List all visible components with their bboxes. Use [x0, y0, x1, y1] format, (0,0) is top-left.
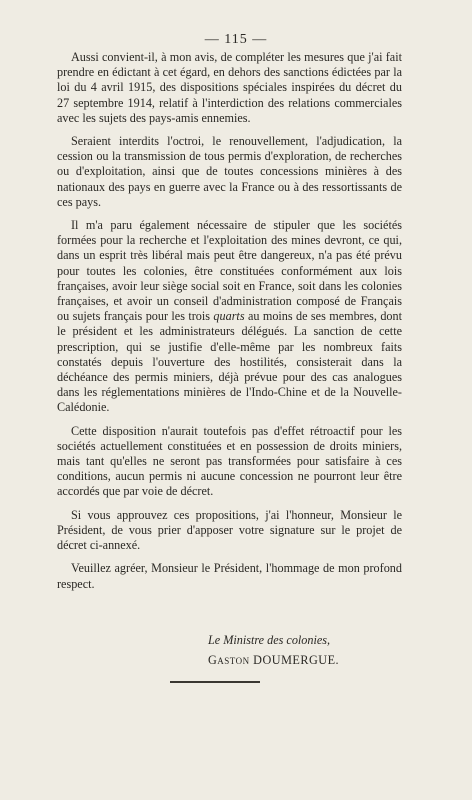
- paragraph-1: Aussi convient-il, à mon avis, de compléter les mesures que j'ai fait prendre en édictant à cet égard, en dehors des sanctions édictées par la loi du 4 avril 1915, des dispositions spéciales inspirées du décret du 27 septembre 1914, relatif à l'interdiction des relations commerciales avec les sujets des pays-amis ennemies.: [57, 50, 402, 125]
- italic-word: quarts: [213, 309, 245, 324]
- signature-block: [208, 630, 339, 670]
- paragraph-5: Si vous approuvez ces propositions, j'ai l'honneur, Monsieur le Président, de vous prier d'apposer votre signature sur le projet de décret ci-annexé.: [57, 507, 402, 553]
- signature-title: Le Ministre des colonies,: [208, 633, 331, 647]
- body-text: [57, 50, 402, 600]
- page-number: — 115 —: [204, 32, 268, 47]
- paragraph-3: Il m'a paru également nécessaire de stipuler que les sociétés formées pour la recherche et l'exploitation des mines devront, ce qui, dans un esprit très libéral mais peut être dangereux, n'a pas été prévu pour toutes les colonies, être constituées conformément aux lois françaises, avoir leur siège social soit en France, soit dans les colonies françaises, et avoir un conseil d'administration composé de Français ou sujets français pour les trois quarts au moins de ses membres, dont le président et les administrateurs délégués. La sanction de cette prescription, qui se justifie d'elle-même par les nombreux faits constatés depuis l'ouverture des hostilités, consisterait dans la déchéance des permis miniers, déjà prévue pour des cas analogues dans les réglementations minières de l'Indo-Chine et de la Nouvelle-Calédonie.: [57, 218, 402, 415]
- paragraph-4: Cette disposition n'aurait toutefois pas d'effet rétroactif pour les sociétés actuellement constituées et en possession de droits miniers, mais tant qu'elles ne seront pas transformées pour satisfaire à ces conditions, aucun permis ni aucune concession ne pourront leur être accordés que par voie de décret.: [57, 423, 402, 499]
- paragraph-2: Seraient interdits l'octroi, le renouvellement, l'adjudication, la cession ou la transmission de tous permis d'exploration, de recherches ou d'exploitation, ainsi que de toutes concessions minières à des nationaux des pays en guerre avec la France ou à des ressortissants de ces pays.: [57, 134, 402, 209]
- paragraph-6: Veuillez agréer, Monsieur le Président, l'hommage de mon profond respect.: [57, 561, 402, 591]
- signature-name: Gaston DOUMERGUE.: [208, 653, 340, 667]
- closing-rule: [170, 681, 260, 683]
